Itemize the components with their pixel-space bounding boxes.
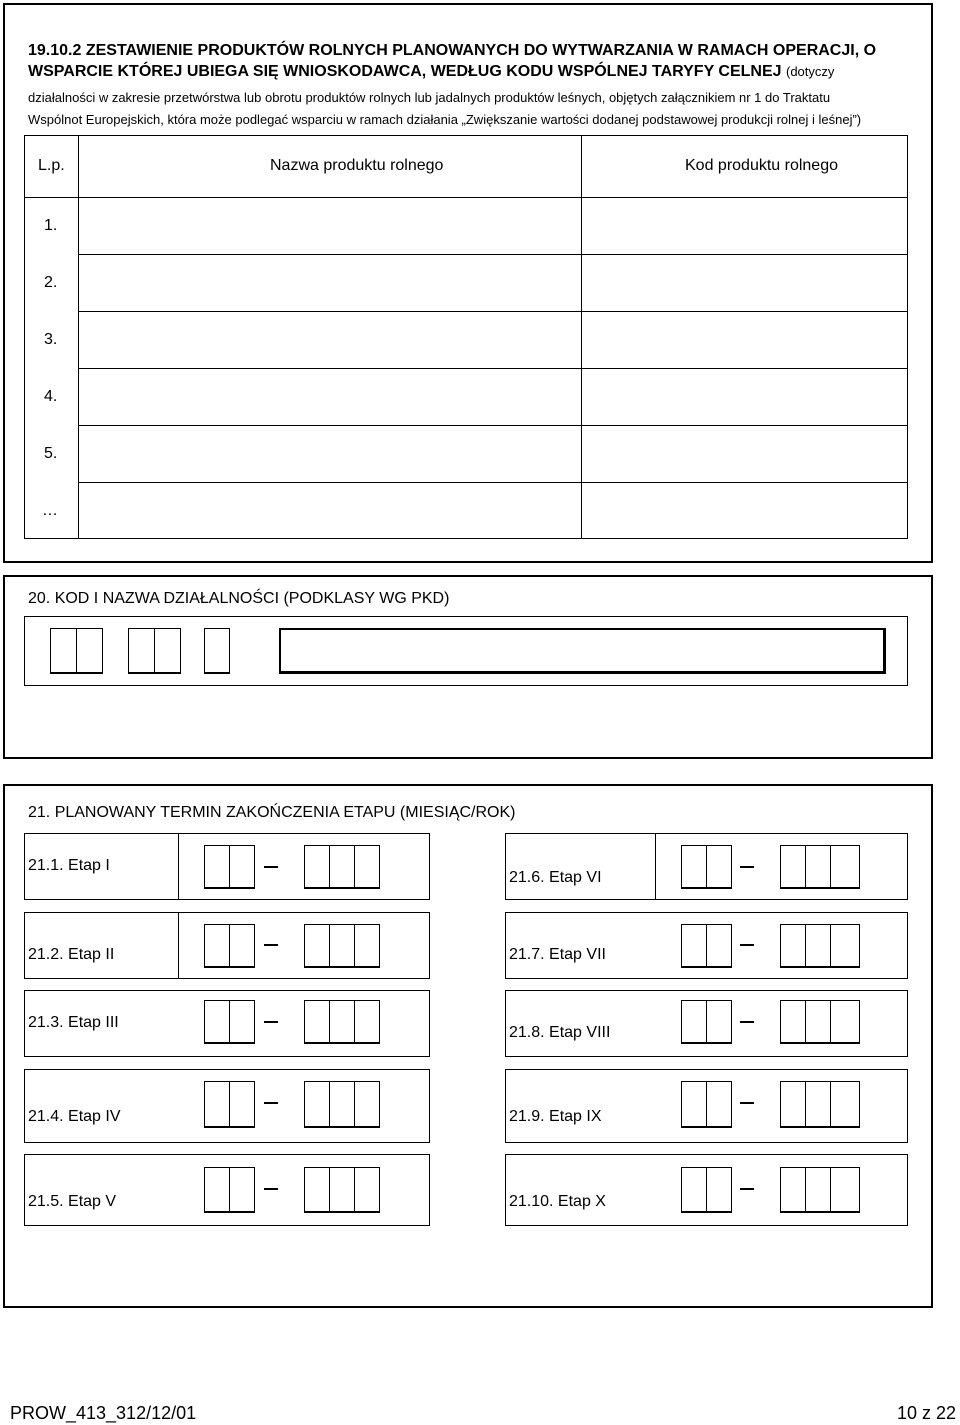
etap-divider (178, 833, 179, 900)
year-digit[interactable] (780, 924, 806, 968)
etap-divider (178, 912, 179, 979)
year-digit[interactable] (830, 924, 860, 968)
month-digit[interactable] (681, 845, 707, 889)
product-code-cell-3[interactable] (582, 312, 907, 368)
date-separator (264, 1102, 278, 1104)
year-digit[interactable] (304, 1081, 330, 1128)
year-digit[interactable] (805, 1167, 831, 1213)
section-21-title: 21. PLANOWANY TERMIN ZAKOŃCZENIA ETAPU (MIESIĄC/ROK) (28, 804, 516, 821)
year-digit[interactable] (304, 1000, 330, 1044)
year-digit[interactable] (830, 845, 860, 889)
product-name-cell-more[interactable] (79, 483, 581, 538)
month-digit[interactable] (229, 845, 255, 889)
pkd-code-digit[interactable] (154, 628, 181, 674)
product-code-cell-5[interactable] (582, 426, 907, 482)
row-number: 3. (44, 331, 58, 348)
date-separator (264, 1188, 278, 1190)
year-digit[interactable] (354, 1000, 380, 1044)
month-digit[interactable] (706, 1081, 732, 1128)
date-separator (264, 866, 278, 868)
year-digit[interactable] (354, 845, 380, 889)
pkd-code-digit[interactable] (76, 628, 103, 674)
month-digit[interactable] (706, 924, 732, 968)
product-name-cell-5[interactable] (79, 426, 581, 482)
row-number: 1. (44, 217, 58, 234)
section-19-heading (28, 40, 908, 82)
month-digit[interactable] (204, 845, 230, 889)
etap-label: 21.6. Etap VI (509, 869, 602, 886)
product-code-cell-2[interactable] (582, 255, 907, 311)
etap-label: 21.5. Etap V (28, 1193, 117, 1210)
etap-divider (655, 833, 656, 900)
year-digit[interactable] (304, 924, 330, 968)
product-name-cell-3[interactable] (79, 312, 581, 368)
month-digit[interactable] (204, 924, 230, 968)
etap-label: 21.2. Etap II (28, 946, 115, 963)
date-separator (264, 944, 278, 946)
year-digit[interactable] (354, 1081, 380, 1128)
etap-label: 21.9. Etap IX (509, 1108, 602, 1125)
year-digit[interactable] (304, 1167, 330, 1213)
etap-label: 21.7. Etap VII (509, 946, 606, 963)
section-19-desc-line2: Wspólnot Europejskich, która może podlegać wsparciu w ramach działania „Zwiększanie wartości dodanej podstawowej produkcji rolnej i leśnej”) (28, 112, 862, 127)
etap-label: 21.3. Etap III (28, 1014, 119, 1031)
year-digit[interactable] (830, 1081, 860, 1128)
etap-label: 21.1. Etap I (28, 857, 110, 874)
year-digit[interactable] (780, 1081, 806, 1128)
row-number: 4. (44, 388, 58, 405)
header-product-name: Nazwa produktu rolnego (270, 157, 444, 174)
pkd-code-digit[interactable] (128, 628, 155, 674)
month-digit[interactable] (681, 924, 707, 968)
month-digit[interactable] (706, 1167, 732, 1213)
section-19-desc-line1: działalności w zakresie przetwórstwa lub obrotu produktów rolnych lub jadalnych produktów leśnych, objętych załącznikiem nr 1 do Traktatu (28, 90, 831, 105)
section-20-title: 20. KOD I NAZWA DZIAŁALNOŚCI (PODKLASY WG PKD) (28, 590, 450, 607)
month-digit[interactable] (204, 1081, 230, 1128)
month-digit[interactable] (706, 1000, 732, 1044)
month-digit[interactable] (681, 1167, 707, 1213)
section-19-description (28, 87, 908, 131)
header-product-code: Kod produktu rolnego (685, 157, 838, 174)
product-name-cell-4[interactable] (79, 369, 581, 425)
date-separator (740, 866, 754, 868)
date-separator (740, 1102, 754, 1104)
pkd-code-digit[interactable] (50, 628, 77, 674)
year-digit[interactable] (780, 1000, 806, 1044)
date-separator (740, 944, 754, 946)
date-separator (740, 1021, 754, 1023)
month-digit[interactable] (204, 1167, 230, 1213)
header-lp: L.p. (38, 157, 65, 174)
section-19-heading-light: (dotyczy (785, 64, 835, 79)
month-digit[interactable] (681, 1000, 707, 1044)
year-digit[interactable] (329, 1000, 355, 1044)
year-digit[interactable] (805, 1081, 831, 1128)
year-digit[interactable] (830, 1167, 860, 1213)
month-digit[interactable] (706, 845, 732, 889)
page-number: 10 z 22 (896, 1403, 956, 1423)
year-digit[interactable] (354, 1167, 380, 1213)
year-digit[interactable] (354, 924, 380, 968)
product-name-cell-1[interactable] (79, 198, 581, 254)
year-digit[interactable] (329, 1081, 355, 1128)
product-name-cell-2[interactable] (79, 255, 581, 311)
form-code: PROW_413_312/12/01 (10, 1403, 197, 1423)
month-digit[interactable] (681, 1081, 707, 1128)
row-number: 2. (44, 274, 58, 291)
year-digit[interactable] (805, 924, 831, 968)
etap-label: 21.8. Etap VIII (509, 1024, 611, 1041)
section-19-heading-bold: 19.10.2 ZESTAWIENIE PRODUKTÓW ROLNYCH PLANOWANYCH DO WYTWARZANIA W RAMACH OPERACJI, O WSPARCIE KTÓREJ UBIEGA SIĘ WNIOSKODAWCA, WEDŁUG KODU WSPÓLNEJ TARYFY CELNEJ (28, 42, 877, 80)
year-digit[interactable] (780, 1167, 806, 1213)
etap-label: 21.10. Etap X (509, 1193, 606, 1210)
month-digit[interactable] (229, 924, 255, 968)
month-digit[interactable] (229, 1081, 255, 1128)
product-code-cell-4[interactable] (582, 369, 907, 425)
date-separator (264, 1021, 278, 1023)
product-code-cell-more[interactable] (582, 483, 907, 538)
year-digit[interactable] (780, 845, 806, 889)
pkd-code-letter[interactable] (204, 628, 230, 674)
etap-label: 21.4. Etap IV (28, 1108, 121, 1125)
product-code-cell-1[interactable] (582, 198, 907, 254)
pkd-name-field[interactable] (279, 628, 886, 674)
month-digit[interactable] (229, 1167, 255, 1213)
year-digit[interactable] (304, 845, 330, 889)
month-digit[interactable] (204, 1000, 230, 1044)
year-digit[interactable] (329, 1167, 355, 1213)
year-digit[interactable] (830, 1000, 860, 1044)
date-separator (740, 1188, 754, 1190)
year-digit[interactable] (805, 1000, 831, 1044)
month-digit[interactable] (229, 1000, 255, 1044)
year-digit[interactable] (805, 845, 831, 889)
year-digit[interactable] (329, 845, 355, 889)
row-number: 5. (44, 445, 58, 462)
year-digit[interactable] (329, 924, 355, 968)
row-number: … (42, 502, 58, 519)
